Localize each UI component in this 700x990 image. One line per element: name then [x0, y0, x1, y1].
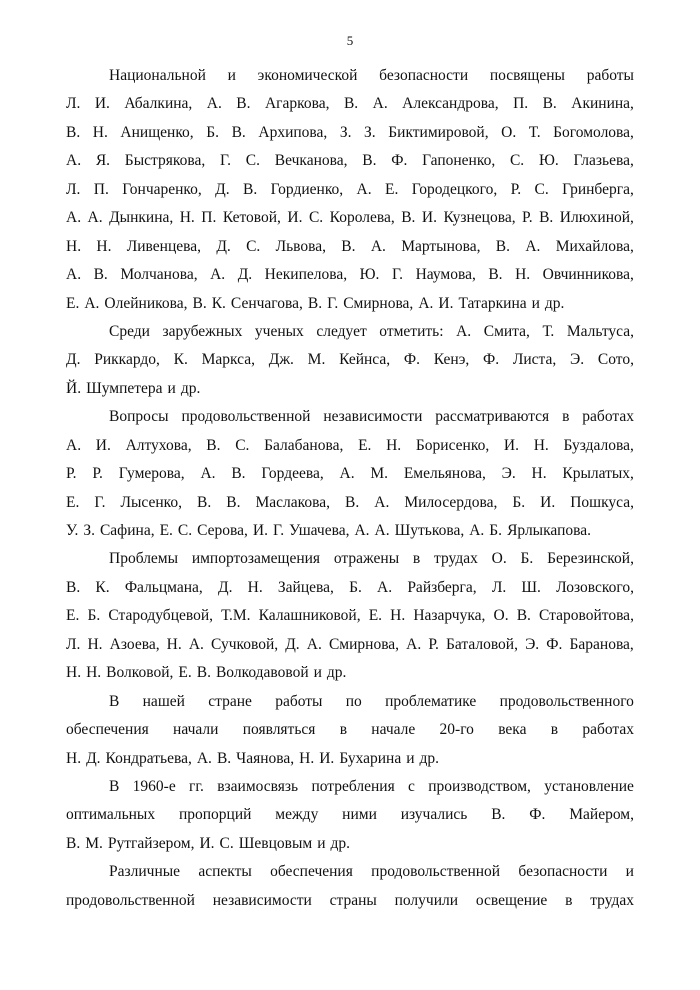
text-line: Проблемы импортозамещения отражены в трудах О. Б. Березинской,: [109, 550, 634, 568]
document-body: [66, 66, 634, 919]
text-line: Й. Шумпетера и др.: [66, 379, 201, 397]
text-line: обеспечения начали появляться в начале 20-го века в работах: [66, 721, 634, 739]
text-line: Н. Н. Волковой, Е. В. Волкодавовой и др.: [66, 664, 347, 682]
text-line: Национальной и экономической безопасности посвящены работы: [109, 67, 634, 84]
text-line: Среди зарубежных ученых следует отметить: А. Смита, Т. Мальтуса,: [109, 322, 634, 340]
text-line: Е. Б. Стародубцевой, Т.М. Калашниковой, Е. Н. Назарчука, О. В. Старовойтова,: [66, 607, 634, 625]
text-line: В. К. Фальцмана, Д. Н. Зайцева, Б. А. Райзберга, Л. Ш. Лозовского,: [66, 578, 634, 596]
paragraph: [66, 862, 634, 919]
text-line: оптимальных пропорций между ними изучались В. Ф. Майером,: [66, 806, 634, 824]
text-line: А. В. Молчанова, А. Д. Некипелова, Ю. Г. Наумова, В. Н. Овчинникова,: [66, 266, 634, 284]
paragraph: [66, 322, 634, 407]
paragraph: [66, 66, 634, 322]
text-line: Л. Н. Азоева, Н. А. Сучковой, Д. А. Смирнова, А. Р. Баталовой, Э. Ф. Баранова,: [66, 635, 634, 653]
text-line: В. М. Рутгайзером, И. С. Шевцовым и др.: [66, 834, 350, 852]
text-line: Л. И. Абалкина, А. В. Агаркова, В. А. Александрова, П. В. Акинина,: [66, 95, 634, 113]
text-line: продовольственной независимости страны получили освещение в трудах: [66, 891, 634, 909]
text-line: Е. Г. Лысенко, В. В. Маслакова, В. А. Милосердова, Б. И. Пошкуса,: [66, 493, 634, 511]
text-line: В нашей стране работы по проблематике продовольственного: [109, 692, 634, 710]
text-line: А. И. Алтухова, В. С. Балабанова, Е. Н. Борисенко, И. Н. Буздалова,: [66, 436, 634, 454]
text-line: Различные аспекты обеспечения продовольственной безопасности и: [109, 863, 634, 881]
text-line: Л. П. Гончаренко, Д. В. Гордиенко, А. Е. Городецкого, Р. С. Гринберга,: [66, 180, 634, 198]
text-line: У. З. Сафина, Е. С. Серова, И. Г. Ушачева, А. А. Шутькова, А. Б. Ярлыкапова.: [66, 522, 591, 539]
text-line: Р. Р. Гумерова, А. В. Гордеева, А. М. Емельянова, Э. Н. Крылатых,: [66, 465, 634, 483]
text-line: Е. А. Олейникова, В. К. Сенчагова, В. Г. Смирнова, А. И. Татаркина и др.: [66, 294, 565, 312]
text-line: Н. Н. Ливенцева, Д. С. Львова, В. А. Мартынова, В. А. Михайлова,: [66, 237, 634, 255]
paragraph: [66, 692, 634, 777]
page-number: 5: [346, 33, 354, 48]
paragraph: [66, 407, 634, 549]
paragraph: [66, 777, 634, 862]
paragraph: [66, 549, 634, 691]
text-line: В 1960-е гг. взаимосвязь потребления с производством, установление: [109, 777, 634, 795]
text-line: Н. Д. Кондратьева, А. В. Чаянова, Н. И. Бухарина и др.: [66, 749, 440, 767]
text-line: А. Я. Быстрякова, Г. С. Вечканова, В. Ф. Гапоненко, С. Ю. Глазьева,: [66, 152, 634, 170]
text-line: В. Н. Анищенко, Б. В. Архипова, З. З. Биктимировой, О. Т. Богомолова,: [66, 123, 634, 141]
text-line: А. А. Дынкина, Н. П. Кетовой, И. С. Королева, В. И. Кузнецова, Р. В. Илюхиной,: [66, 209, 634, 227]
text-line: Д. Риккардо, К. Маркса, Дж. М. Кейнса, Ф. Кенэ, Ф. Листа, Э. Сото,: [66, 351, 634, 369]
text-line: Вопросы продовольственной независимости рассматриваются в работах: [109, 408, 634, 426]
